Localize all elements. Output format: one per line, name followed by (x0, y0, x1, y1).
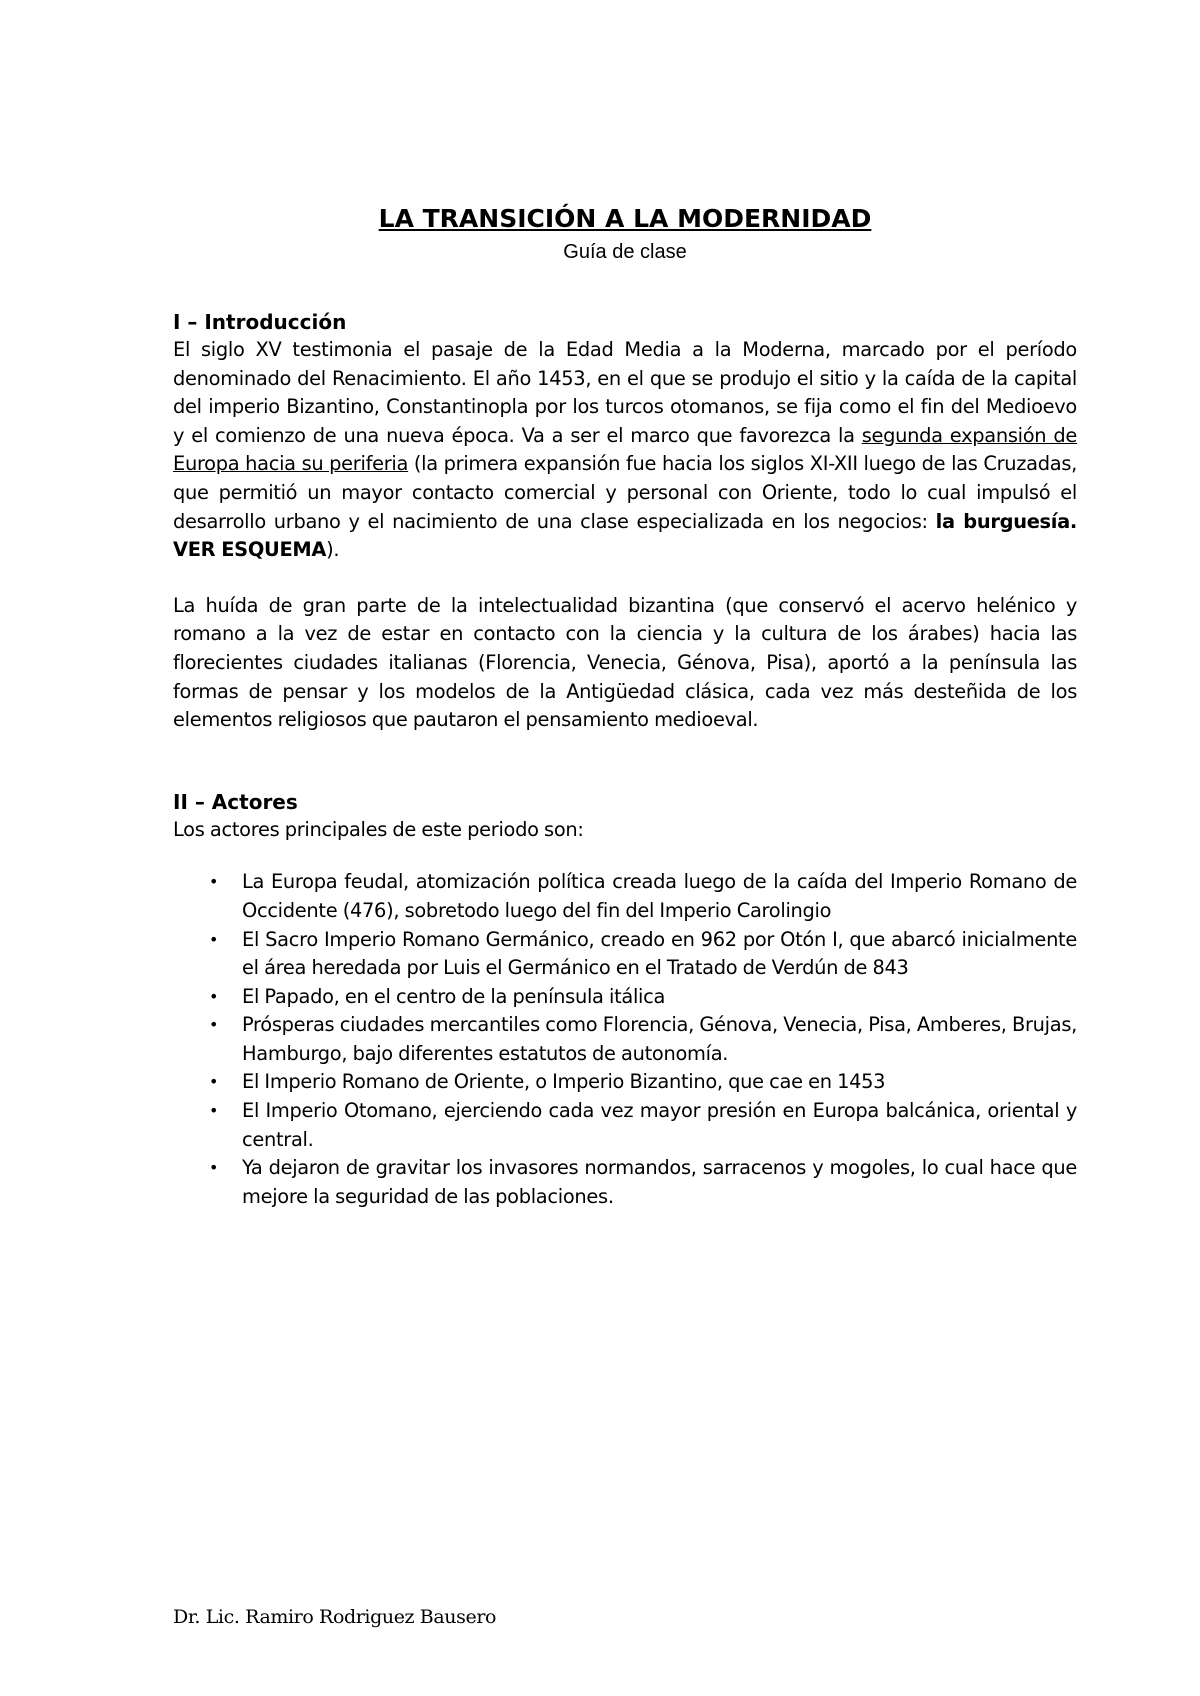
intro-text-part1: El siglo XV testimonia el pasaje de la Edad Media a la Moderna, marcado por el período denominado del Renacimiento. El año 1453, en el que se produjo el sitio y la caída de la capital del imperio Bizantino, Constantinopla por los turcos otomanos, se fija como el fin del Medioevo y el comienzo de una nueva época. Va a ser el marco que favorezca la (173, 338, 1077, 447)
list-item (173, 1154, 1077, 1211)
footer-author: Dr. Lic. Ramiro Rodriguez Bausero (173, 1606, 497, 1628)
list-item-text: El Papado, en el centro de la península itálica (242, 984, 666, 1008)
list-item (173, 1068, 1077, 1097)
actors-list (173, 868, 1077, 1211)
underlined-phrase: segunda expansión de Europa hacia su periferia (173, 423, 1077, 476)
bullet-icon: • (209, 1101, 219, 1121)
list-item-text: El Imperio Otomano, ejerciendo cada vez mayor presión en Europa balcánica, oriental y central. (242, 1099, 1077, 1151)
list-item (173, 983, 1077, 1012)
list-item-text: Ya dejaron de gravitar los invasores normandos, sarracenos y mogoles, lo cual hace que mejore la seguridad de las poblaciones. (242, 1156, 1077, 1208)
list-item (173, 1097, 1077, 1154)
bold-phrase: la burguesía. VER ESQUEMA (173, 509, 1077, 562)
document-page (173, 203, 1077, 1211)
document-title: LA TRANSICIÓN A LA MODERNIDAD (378, 204, 872, 233)
intro-paragraph-1 (173, 336, 1077, 565)
bullet-icon: • (209, 929, 219, 949)
bullet-icon: • (209, 986, 219, 1006)
list-item-text: El Sacro Imperio Romano Germánico, creado en 962 por Otón I, que abarcó inicialmente el área heredada por Luis el Germánico en el Tratado de Verdún de 843 (242, 927, 1077, 980)
bullet-icon: • (209, 1158, 219, 1178)
list-item-text: Prósperas ciudades mercantiles como Florencia, Génova, Venecia, Pisa, Amberes, Brujas, Hamburgo, bajo diferentes estatutos de autonomía. (242, 1013, 1077, 1065)
section-heading-actores: II – Actores (173, 789, 298, 814)
list-item-text: La Europa feudal, atomización política creada luego de la caída del Imperio Romano de Occidente (476), sobretodo luego del fin del Imperio Carolingio (242, 870, 1077, 922)
actores-intro: Los actores principales de este periodo son: (173, 817, 584, 841)
list-item (173, 926, 1077, 983)
list-item-text: El Imperio Romano de Oriente, o Imperio Bizantino, que cae en 1453 (242, 1070, 886, 1094)
bullet-icon: • (209, 1015, 219, 1035)
document-subtitle: Guía de clase (563, 241, 687, 263)
intro-text-end: ). (326, 538, 340, 562)
intro-paragraph-2: La huída de gran parte de la intelectualidad bizantina (que conservó el acervo helénico y romano a la vez de estar en contacto con la ciencia y la cultura de los árabes) hacia las florecientes ciudades italianas (Florencia, Venecia, Génova, Pisa), aportó a la península las formas de pensar y los modelos de la Antigüedad clásica, cada vez más desteñida de los elementos religiosos que pautaron el pensamiento medioeval. (173, 593, 1077, 732)
list-item (173, 868, 1077, 925)
list-item (173, 1011, 1077, 1068)
bullet-icon: • (209, 872, 219, 892)
bullet-icon: • (209, 1072, 219, 1092)
section-heading-introduccion: I – Introducción (173, 310, 347, 334)
intro-text-part2: (la primera expansión fue hacia los siglos XI-XII luego de las Cruzadas, que permitió un mayor contacto comercial y personal con Oriente, todo lo cual impulsó el desarrollo urbano y el nacimiento de una clase especializada en los negocios: (173, 452, 1077, 533)
